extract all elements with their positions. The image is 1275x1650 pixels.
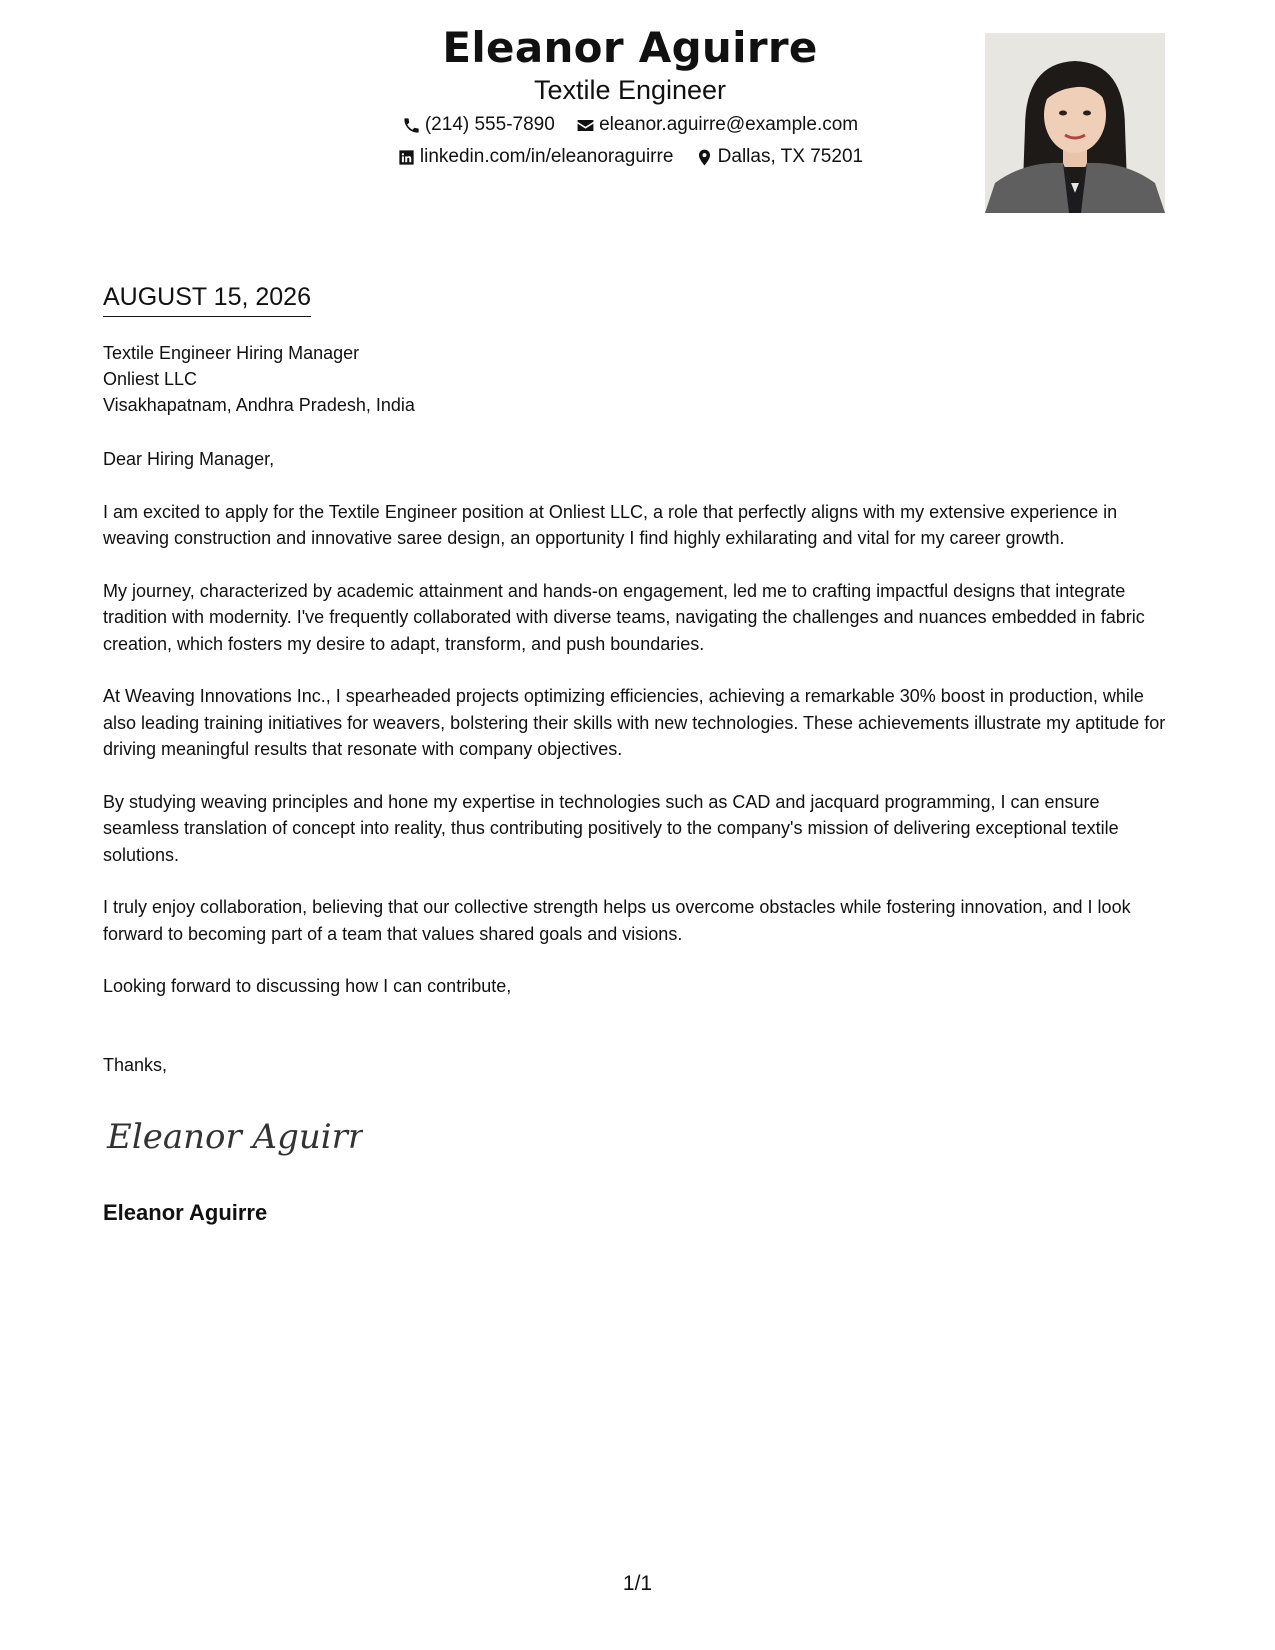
page-number: 1/1 xyxy=(622,1572,653,1595)
recipient-company: Onliest LLC xyxy=(103,369,198,389)
applicant-name: Eleanor Aguirre xyxy=(442,23,818,72)
letter-header xyxy=(0,0,1275,230)
phone-text: (214) 555-7890 xyxy=(424,114,555,135)
closing: Thanks, xyxy=(103,1054,168,1075)
location-text: Dallas, TX 75201 xyxy=(717,146,864,167)
phone-icon xyxy=(402,116,421,135)
contact-email[interactable] xyxy=(576,112,858,138)
email-text: eleanor.aguirre@example.com xyxy=(599,114,859,135)
envelope-icon xyxy=(576,116,595,135)
paragraph: I am excited to apply for the Textile Engineer position at Onliest LLC, a role that perfectly aligns with my extensive experience in weaving construction and innovative saree design, an opportunity I find highly exhilarating and vital for my career growth. xyxy=(103,501,1118,548)
paragraph: By studying weaving principles and hone my expertise in technologies such as CAD and jacquard programming, I can ensure seamless translation of concept into reality, thus contributing positively to the company's mission of delivering exceptional textile solutions. xyxy=(103,791,1119,865)
recipient-block xyxy=(103,340,415,418)
recipient-line: Textile Engineer Hiring Manager xyxy=(103,343,360,363)
paragraph: At Weaving Innovations Inc., I spearheaded projects optimizing efficiencies, achieving a remarkable 30% boost in production, while also leading training initiatives for weavers, bolstering their skills with new technologies. These achievements illustrate my aptitude for driving meaningful results that resonate with company objectives. xyxy=(103,686,1166,759)
applicant-title: Textile Engineer xyxy=(533,75,727,105)
contact-linkedin[interactable] xyxy=(397,144,673,170)
letter-date: AUGUST 15, 2026 xyxy=(103,280,311,317)
letter-body xyxy=(103,446,1173,1104)
signature-text: Eleanor Aguirre xyxy=(107,1117,363,1157)
paragraph: My journey, characterized by academic attainment and hands-on engagement, led me to crafting impactful designs that integrate tradition with modernity. I've frequently collaborated with diverse teams, navigating the challenges and nuances embedded in fabric creation, which fosters my desire to adapt, transform, and push boundaries. xyxy=(103,580,1145,654)
contact-phone[interactable] xyxy=(402,112,555,138)
profile-photo xyxy=(985,33,1165,213)
handwritten-signature xyxy=(103,1110,363,1169)
signed-name: Eleanor Aguirre xyxy=(103,1200,268,1225)
contact-location xyxy=(695,144,863,170)
linkedin-text: linkedin.com/in/eleanoraguirre xyxy=(419,146,674,167)
map-pin-icon xyxy=(695,148,714,167)
paragraph: I truly enjoy collaboration, believing that our collective strength helps us overcome obstacles while fostering innovation, and I look forward to becoming part of a team that values shared goals and visions. xyxy=(103,897,1131,944)
recipient-address: Visakhapatnam, Andhra Pradesh, India xyxy=(103,395,415,415)
paragraph: Looking forward to discussing how I can contribute, xyxy=(103,976,512,996)
salutation: Dear Hiring Manager, xyxy=(103,449,275,469)
linkedin-icon xyxy=(397,148,416,167)
